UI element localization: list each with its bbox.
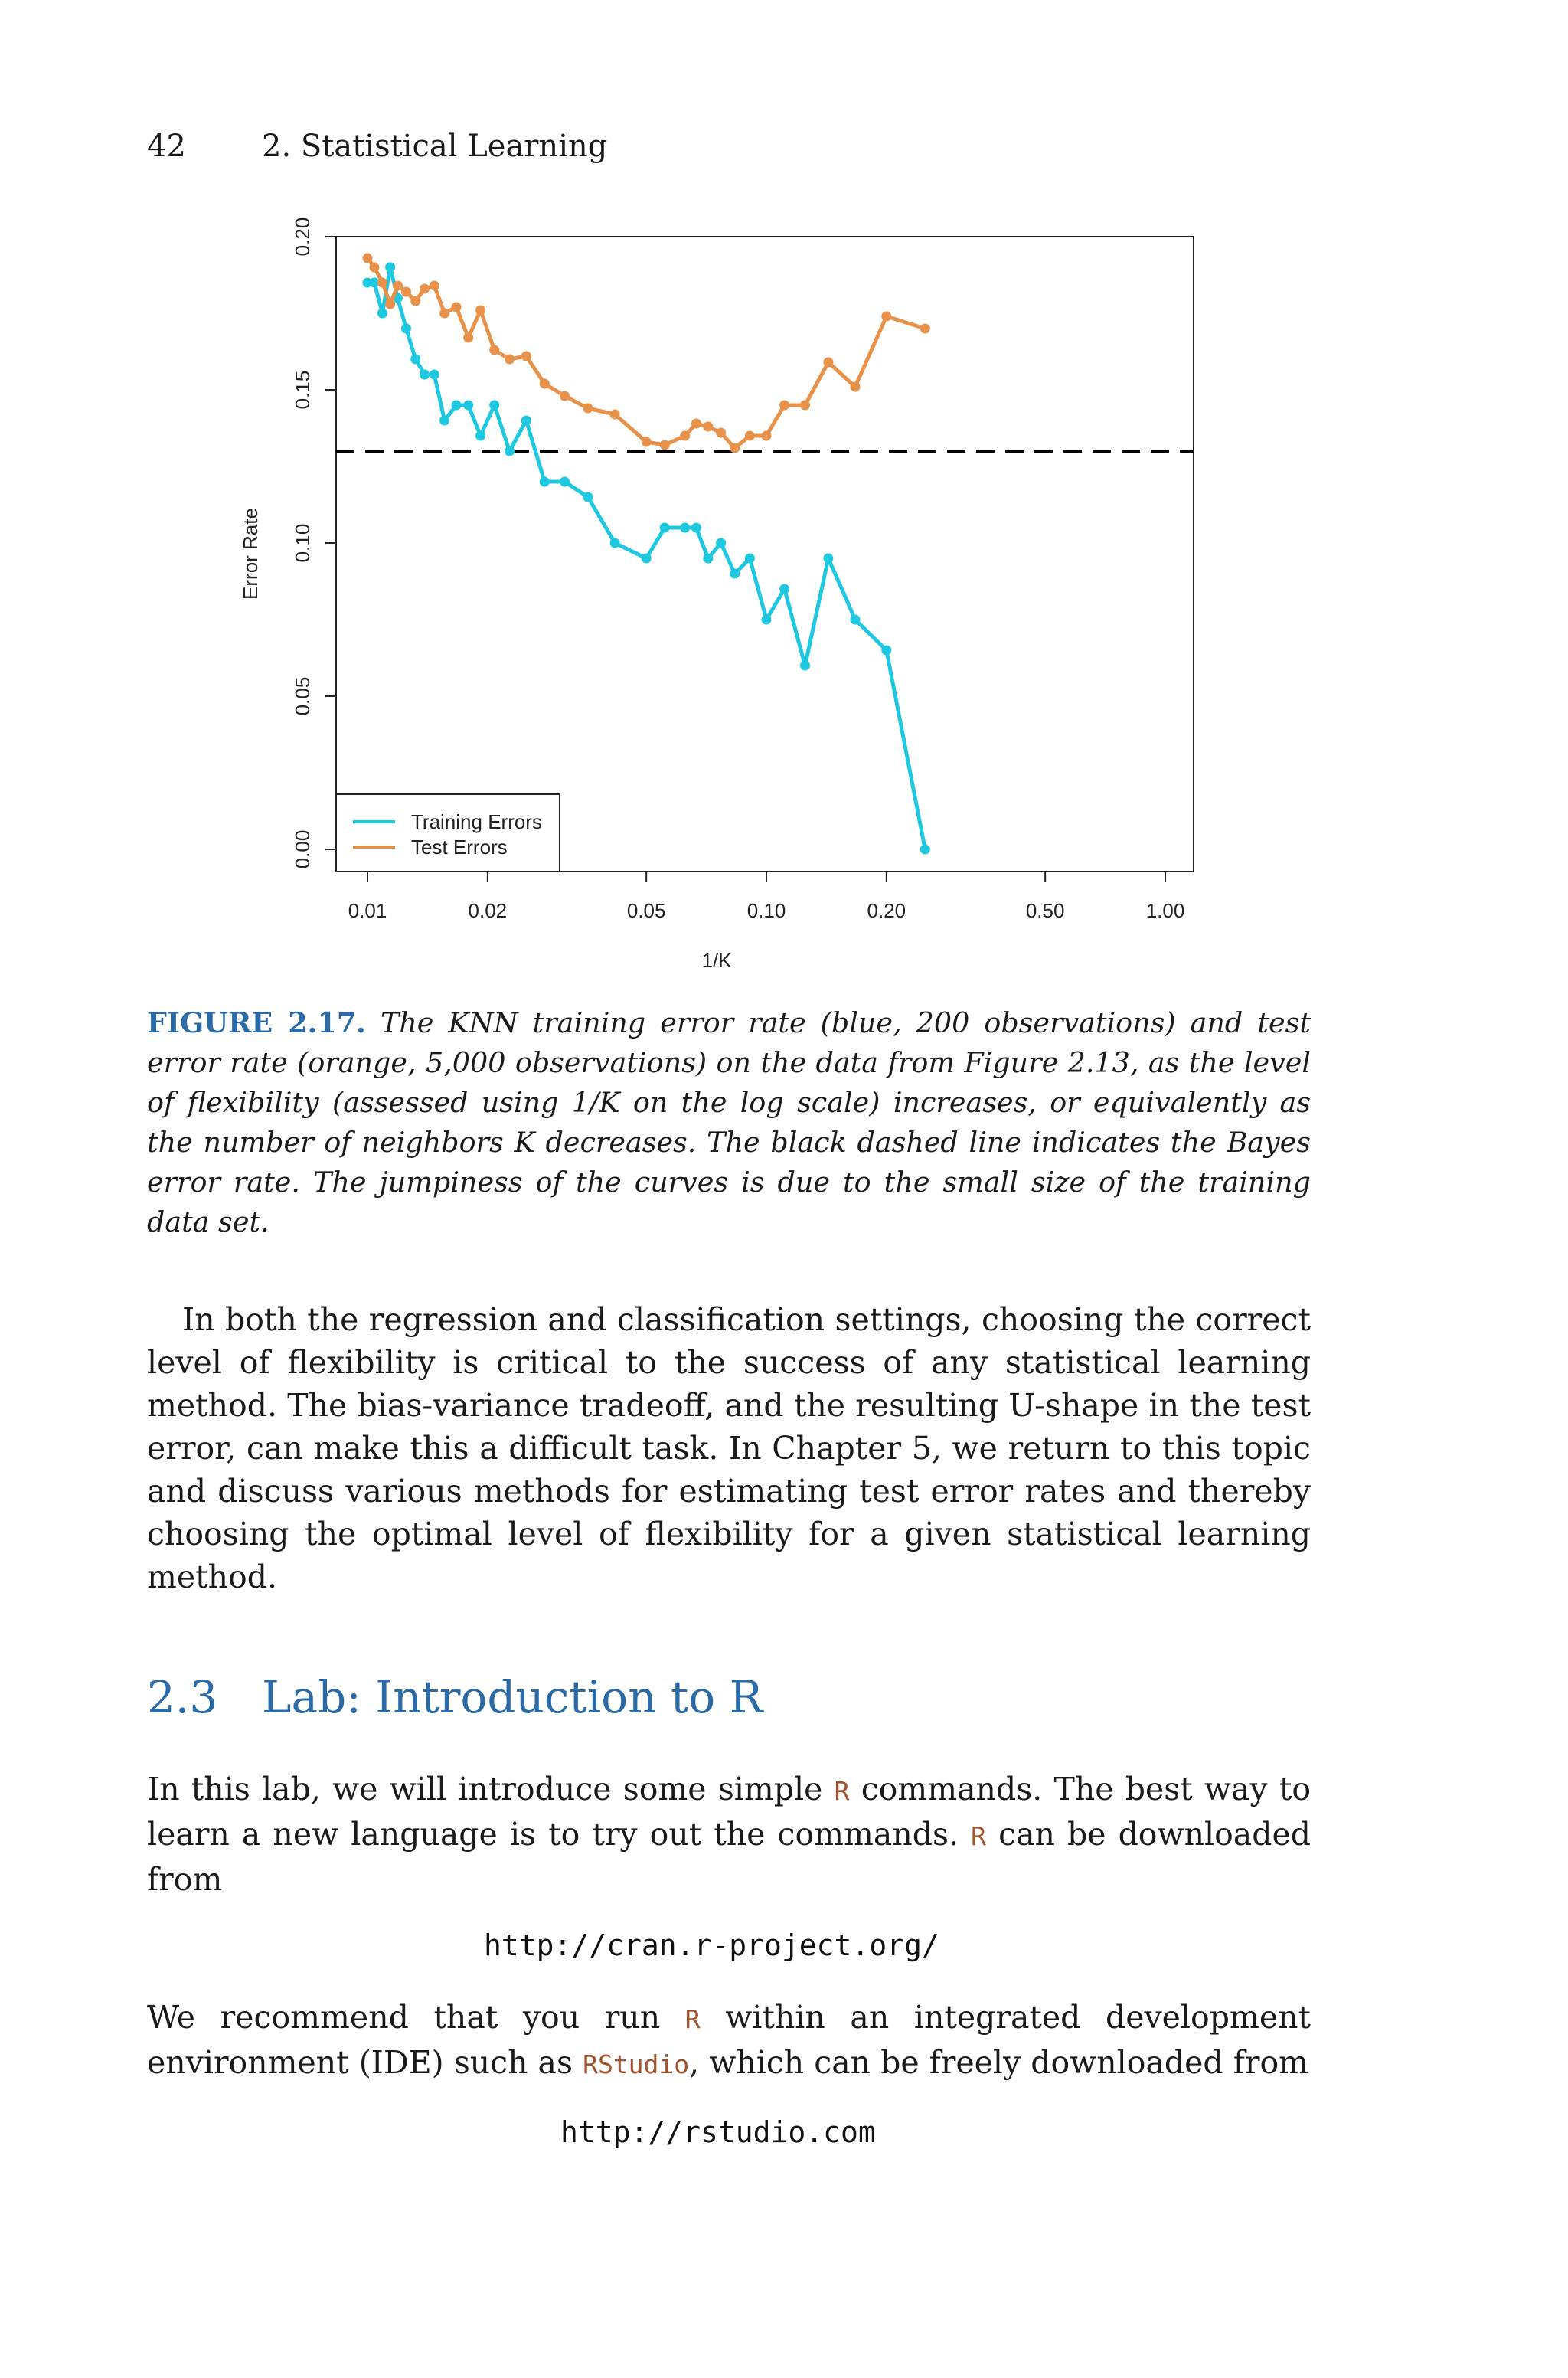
test-error-point — [401, 287, 411, 297]
x-tick-label: 0.20 — [867, 899, 906, 922]
training-error-point — [716, 538, 726, 548]
training-error-point — [851, 615, 861, 625]
test-error-point — [881, 312, 891, 322]
test-error-point — [452, 303, 462, 312]
y-tick-label: 0.00 — [291, 829, 314, 869]
test-error-point — [439, 309, 449, 319]
section-title: Lab: Introduction to R — [262, 1671, 763, 1723]
training-error-point — [642, 554, 652, 564]
training-error-point — [920, 845, 930, 855]
training-error-point — [560, 477, 570, 487]
x-tick-label: 0.05 — [626, 899, 666, 922]
training-error-point — [800, 661, 810, 671]
x-axis-label: 1/K — [701, 949, 732, 972]
training-error-point — [610, 538, 620, 548]
test-error-point — [800, 401, 810, 411]
knn-error-chart — [227, 214, 1222, 988]
code-r-3: R — [684, 2004, 701, 2034]
training-error-point — [410, 355, 420, 365]
code-r-1: R — [834, 1776, 850, 1806]
test-error-point — [377, 278, 387, 288]
test-error-point — [583, 404, 593, 414]
training-error-point — [430, 370, 439, 380]
training-error-point — [779, 584, 789, 594]
training-error-point — [521, 416, 531, 426]
test-error-point — [369, 263, 379, 273]
lab-intro-text-3: can be downloaded from — [147, 1816, 1311, 1898]
test-error-point — [393, 281, 403, 291]
y-tick-label: 0.05 — [291, 676, 314, 716]
test-error-point — [716, 428, 726, 438]
test-error-line — [368, 258, 925, 448]
x-tick-label: 0.01 — [348, 899, 387, 922]
y-axis — [291, 218, 336, 869]
training-error-point — [475, 431, 485, 441]
y-tick-label: 0.15 — [291, 370, 314, 410]
test-error-point — [762, 431, 772, 441]
training-error-point — [489, 401, 499, 411]
test-error-point — [489, 345, 499, 355]
training-error-point — [823, 554, 833, 564]
test-error-point — [505, 355, 514, 365]
test-error-point — [410, 296, 420, 306]
legend-test-label: Test Errors — [411, 836, 508, 859]
running-title: 2. Statistical Learning — [262, 129, 608, 164]
test-error-point — [779, 401, 789, 411]
figure-label: FIGURE 2.17. — [147, 1006, 366, 1039]
x-tick-label: 0.10 — [746, 899, 786, 922]
test-error-point — [642, 437, 652, 447]
test-error-point — [540, 379, 550, 389]
training-error-point — [420, 370, 430, 380]
code-rstudio: RStudio — [583, 2049, 690, 2079]
test-error-point — [920, 324, 930, 334]
training-error-point — [439, 416, 449, 426]
figure-caption-text: The KNN training error rate (blue, 200 observations) and test error rate (orange, 5,000 observations) on the data from Figure 2.13, as the level of flexibility (assessed using 1/K on the log scale) increases, or equivalently as the number of neighbors K decreases. The black dashed line indicates the Bayes error rate. The jumpiness of the curves is due to the small size of the training data set. — [147, 1006, 1311, 1238]
y-axis-label: Error Rate — [239, 508, 262, 600]
training-error-point — [680, 523, 690, 533]
section-heading — [147, 1671, 763, 1723]
training-error-point — [583, 492, 593, 502]
code-r-2: R — [971, 1821, 987, 1851]
training-error-point — [401, 324, 411, 334]
training-error-point — [660, 523, 670, 533]
test-error-point — [851, 382, 861, 392]
test-error-point — [475, 306, 485, 316]
test-error-point — [385, 299, 395, 309]
test-error-point — [745, 431, 755, 441]
training-error-point — [385, 263, 395, 273]
x-tick-label: 0.50 — [1025, 899, 1065, 922]
rstudio-url[interactable]: http://rstudio.com — [560, 2115, 876, 2149]
paragraph-lab-intro — [147, 1768, 1311, 1901]
training-error-point — [377, 309, 387, 319]
figure-caption — [147, 1003, 1311, 1242]
lab-intro-text-1: In this lab, we will introduce some simple — [147, 1771, 835, 1807]
training-error-point — [745, 554, 755, 564]
training-error-point — [540, 477, 550, 487]
training-error-point — [463, 401, 473, 411]
ide-text-1: We recommend that you run — [147, 1999, 685, 2036]
y-tick-label: 0.10 — [291, 523, 314, 563]
y-tick-label: 0.20 — [291, 217, 314, 257]
cran-url[interactable]: http://cran.r-project.org/ — [484, 1928, 939, 1962]
training-error-point — [691, 523, 701, 533]
test-error-point — [680, 431, 690, 441]
test-error-point — [660, 440, 670, 450]
test-error-point — [691, 419, 701, 429]
page-number: 42 — [147, 129, 186, 164]
paragraph-ide — [147, 1996, 1311, 2086]
test-error-point — [521, 352, 531, 361]
test-error-point — [363, 254, 373, 263]
training-error-point — [730, 569, 740, 579]
training-error-point — [505, 446, 514, 456]
test-error-point — [560, 391, 570, 401]
training-error-point — [881, 646, 891, 656]
section-number: 2.3 — [147, 1671, 218, 1723]
test-error-point — [730, 443, 740, 453]
test-error-point — [430, 281, 439, 291]
ide-text-3: , which can be freely downloaded from — [689, 2044, 1309, 2081]
ide-text-2: within an integrated development environment (IDE) such as — [147, 1999, 1311, 2081]
training-error-point — [762, 615, 772, 625]
test-error-point — [420, 284, 430, 294]
x-tick-label: 1.00 — [1145, 899, 1185, 922]
x-tick-label: 0.02 — [468, 899, 508, 922]
test-error-point — [703, 422, 713, 432]
test-error-point — [823, 358, 833, 368]
test-error-point — [463, 333, 473, 343]
training-error-point — [703, 554, 713, 564]
x-axis — [348, 872, 1185, 922]
legend — [336, 794, 560, 872]
legend-training-label: Training Errors — [411, 810, 542, 833]
training-error-point — [452, 401, 462, 411]
paragraph-flexibility: In both the regression and classification settings, choosing the correct level of flexibility is critical to the success of any statistical learning method. The bias-variance tradeoff, and the resulting U-shape in the test error, can make this a difficult task. In Chapter 5, we return to this topic and discuss various methods for estimating test error rates and thereby choosing the optimal level of flexibility for a given statistical learning method. — [147, 1301, 1311, 1595]
test-error-point — [610, 410, 620, 420]
series-layer — [363, 254, 930, 855]
lab-intro-text-2: commands. The best way to learn a new language is to try out the commands. — [147, 1771, 1311, 1853]
